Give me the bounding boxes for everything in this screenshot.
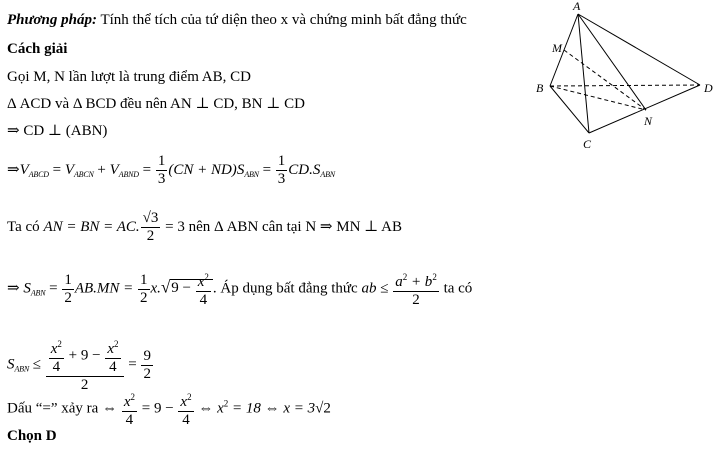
label-N: N bbox=[644, 114, 653, 128]
fraction-half-b: $\frac{1}{2}$ bbox=[140, 271, 148, 306]
fraction-a2b2-over-2: $\frac{a^2 + b^2}{2}$ bbox=[393, 269, 439, 309]
edge-AD bbox=[578, 14, 700, 85]
fraction-compound: $\frac{x^2}{4}$ + 9 − $\frac{x^2}{4}$ 2 bbox=[46, 336, 124, 394]
fraction-nine-halves: $\frac{9}{2}$ bbox=[143, 347, 151, 382]
segment-AN bbox=[578, 14, 646, 110]
line-cd-perp: ⇒ CD ⊥ (ABN) bbox=[7, 123, 108, 139]
label-B: B bbox=[536, 81, 544, 95]
fraction-one-third: $\frac{1}{3}$ bbox=[157, 153, 166, 187]
method-label: Phương pháp: bbox=[7, 12, 97, 28]
method-text: Tính thể tích của tứ diện theo x và chứng minh bất đẳng thức bbox=[96, 12, 467, 28]
line-equality: Dấu “=” xảy ra ⇔ $\frac{x^2}{4}$ = 9 − $\frac{x^2}{4}$ ⇔ $x^2 = 18$ ⇔ x = 3√2 bbox=[7, 389, 331, 429]
fraction-x2-over-4: $\frac{x^2}{4}$ bbox=[196, 269, 211, 309]
segment-MN-hidden bbox=[564, 50, 646, 110]
sqrt-sign: √ bbox=[160, 277, 171, 297]
fraction-one-third-b: $\frac{1}{3}$ bbox=[277, 153, 286, 187]
edge-AC bbox=[578, 14, 589, 133]
method-line bbox=[7, 11, 467, 29]
line-area: ⇒ $S_{ABN}$ = $\frac{1}{2}$ AB.MN = $\frac{1}{2}$ x.√9 − $\frac{x^2}{4}$ . Áp dụng bất đẳng thức ab ≤ $\frac{a^2 + b^2}{2}$ ta có bbox=[7, 269, 472, 309]
line-volume: $\Rightarrow V_{ABCD} = V_{ABCN} + V_{ABND}$ = $\frac{1}{3}$ $(CN + ND)S_{ABN}$ = $\frac{1}{3}$ $CD.S_{ABN}$ bbox=[7, 153, 335, 187]
edge-BD-hidden bbox=[550, 85, 700, 86]
fraction-sqrt3-over-2: $\frac{√3}{2}$ bbox=[142, 210, 159, 244]
line-inequality: $S_{ABN}$ ≤ $\frac{x^2}{4}$ + 9 − $\frac{x^2}{4}$ 2 = $\frac{9}{2}$ bbox=[7, 336, 154, 394]
label-C: C bbox=[583, 137, 592, 151]
label-M: M bbox=[552, 41, 562, 55]
line-perpendicular: Δ ACD và Δ BCD đều nên AN ⊥ CD, BN ⊥ CD bbox=[7, 96, 305, 112]
line-isosceles: Ta có AN = BN = AC. $\frac{√3}{2}$ = 3 nên Δ ABN cân tại N ⇒ MN ⊥ AB bbox=[7, 210, 403, 244]
label-D: D bbox=[704, 81, 713, 95]
tetrahedron-diagram bbox=[528, 0, 718, 160]
edge-BC bbox=[550, 86, 589, 133]
fraction-half: $\frac{1}{2}$ bbox=[64, 271, 72, 306]
solution-label: Cách giải bbox=[7, 41, 68, 57]
line-midpoints: Gọi M, N lần lượt là trung điểm AB, CD bbox=[7, 69, 251, 85]
answer: Chọn D bbox=[7, 428, 57, 444]
label-A: A bbox=[573, 0, 581, 13]
